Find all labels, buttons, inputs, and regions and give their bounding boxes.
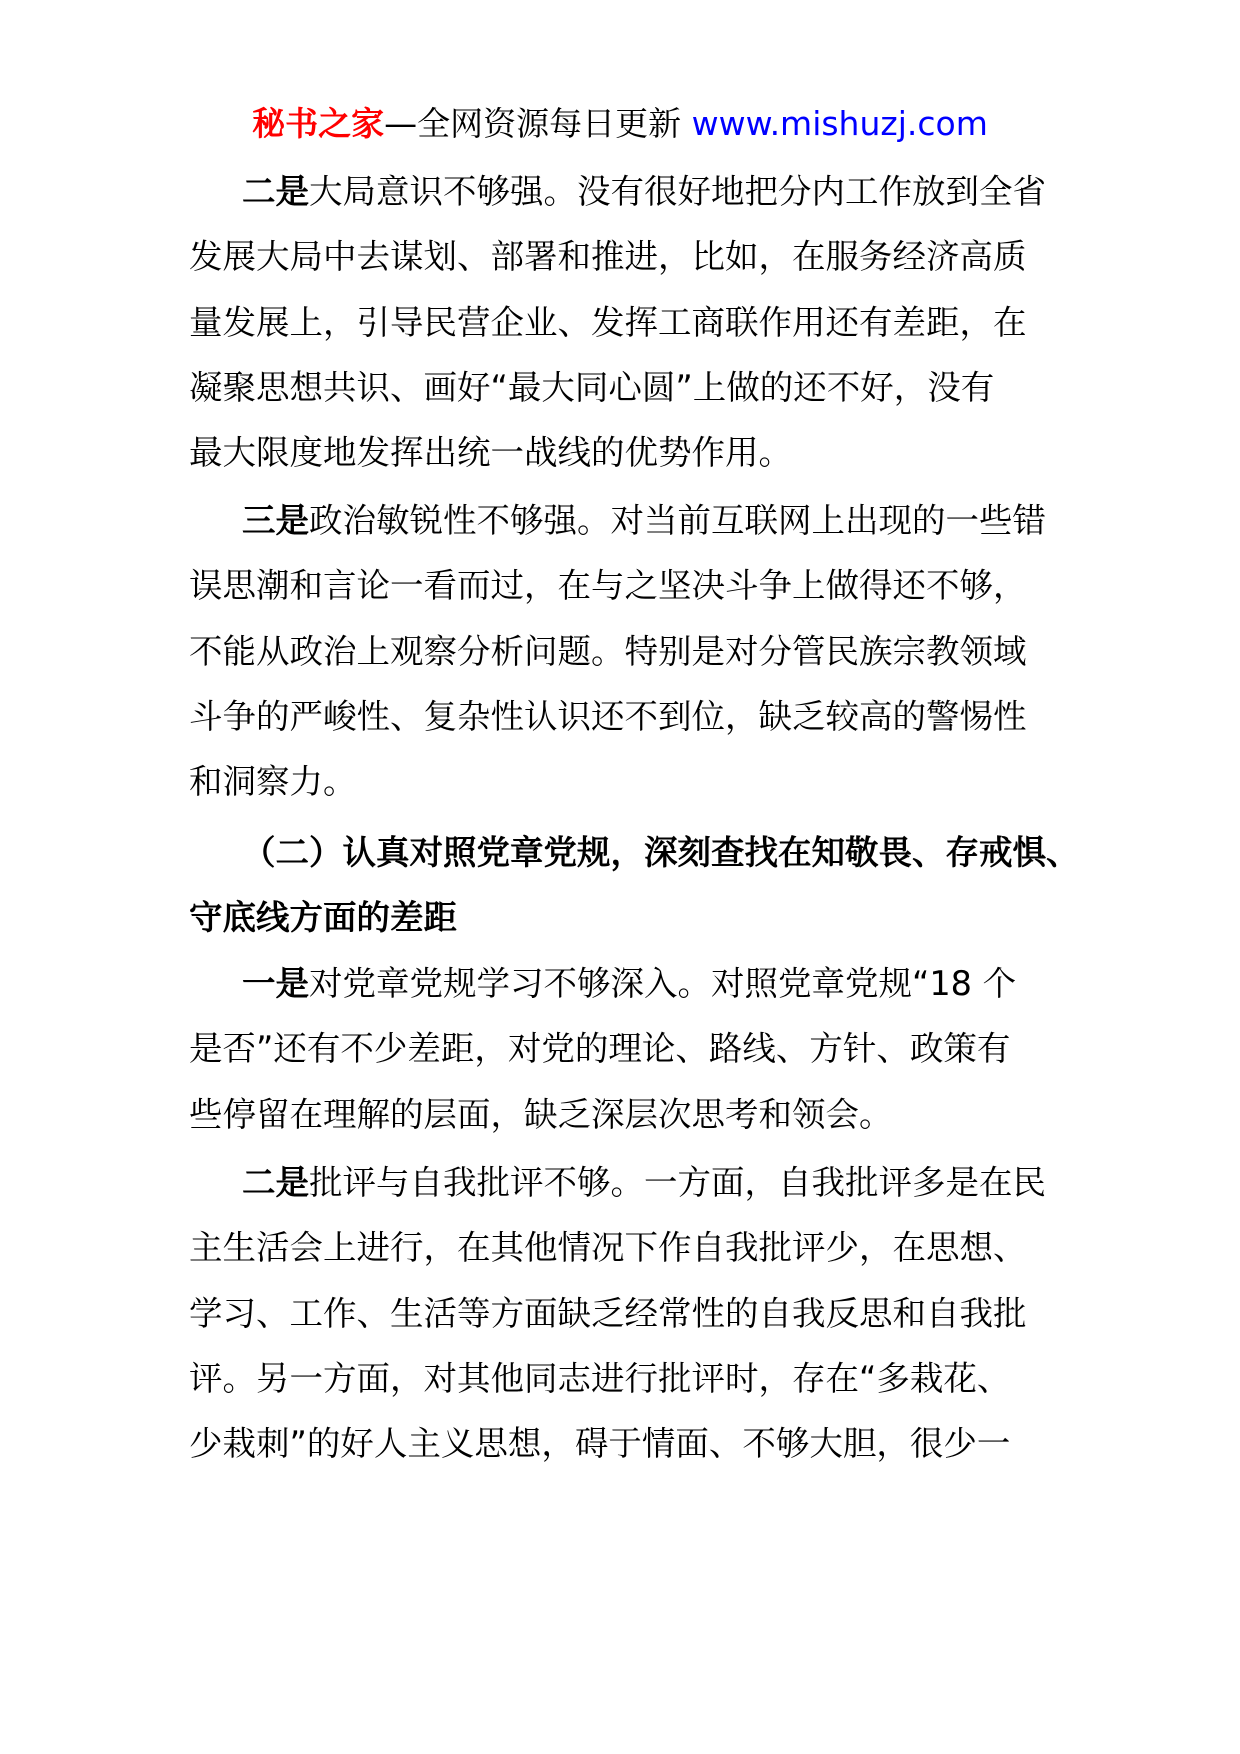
paragraph-lead: 二是 [242, 1163, 309, 1202]
paragraph-second-point-criticism [189, 1150, 1199, 1476]
header-tagline: —全网资源每日更新 [384, 104, 692, 143]
paragraph-line: 少栽刺”的好人主义思想，碍于情面、不够大胆，很少一 [189, 1424, 1011, 1464]
paragraph-line: 斗争的严峻性、复杂性认识还不到位，缺乏较高的警惕性 [189, 696, 1027, 736]
paragraph-line: 评。另一方面，对其他同志进行批评时，存在“多栽花、 [189, 1358, 1011, 1398]
paragraph-line: 学习、工作、生活等方面缺乏经常性的自我反思和自我批 [189, 1293, 1027, 1333]
site-header [0, 99, 1240, 149]
section-heading [189, 820, 1199, 951]
paragraph-line: 发展大局中去谋划、部署和推进，比如，在服务经济高质 [189, 237, 1027, 277]
paragraph-text: 政治敏锐性不够强。对当前互联网上出现的一些错 [309, 501, 1046, 540]
site-url: www.mishuzj.com [691, 104, 988, 143]
paragraph-line [189, 159, 1199, 224]
paragraph-line: 主生活会上进行，在其他情况下作自我批评少，在思想、 [189, 1228, 1027, 1268]
paragraph-line [189, 488, 1199, 553]
paragraph-line: 量发展上，引导民营企业、发挥工商联作用还有差距，在 [189, 302, 1027, 342]
paragraph-lead: 三是 [242, 501, 309, 540]
heading-line: 守底线方面的差距 [189, 898, 457, 938]
paragraph-text: 大局意识不够强。没有很好地把分内工作放到全省 [309, 172, 1046, 211]
paragraph-line [189, 1150, 1199, 1215]
paragraph-third-point-political [189, 488, 1199, 814]
brand-name: 秘书之家 [252, 104, 385, 143]
paragraph-line: 最大限度地发挥出统一战线的优势作用。 [189, 433, 792, 473]
paragraph-line: 凝聚思想共识、画好“最大同心圆”上做的还不好，没有 [189, 367, 995, 407]
paragraph-line: 是否”还有不少差距，对党的理论、路线、方针、政策有 [189, 1029, 1011, 1069]
paragraph-text: 批评与自我批评不够。一方面，自我批评多是在民 [309, 1163, 1046, 1202]
paragraph-line [189, 951, 1199, 1016]
paragraph-line: 误思潮和言论一看而过，在与之坚决斗争上做得还不够， [189, 566, 1027, 606]
paragraph-first-point-study [189, 951, 1199, 1147]
paragraph-line: 不能从政治上观察分析问题。特别是对分管民族宗教领域 [189, 631, 1027, 671]
paragraph-lead: 一是 [242, 964, 309, 1003]
paragraph-line: 和洞察力。 [189, 762, 357, 802]
heading-line: （二）认真对照党章党规，深刻查找在知敬畏、存戒惧、 [242, 833, 1080, 872]
paragraph-line: 些停留在理解的层面，缺乏深层次思考和领会。 [189, 1094, 893, 1134]
paragraph-lead: 二是 [242, 172, 309, 211]
paragraph-text: 对党章党规学习不够深入。对照党章党规“18 个 [309, 964, 1017, 1003]
paragraph-second-point-overall [189, 159, 1199, 485]
